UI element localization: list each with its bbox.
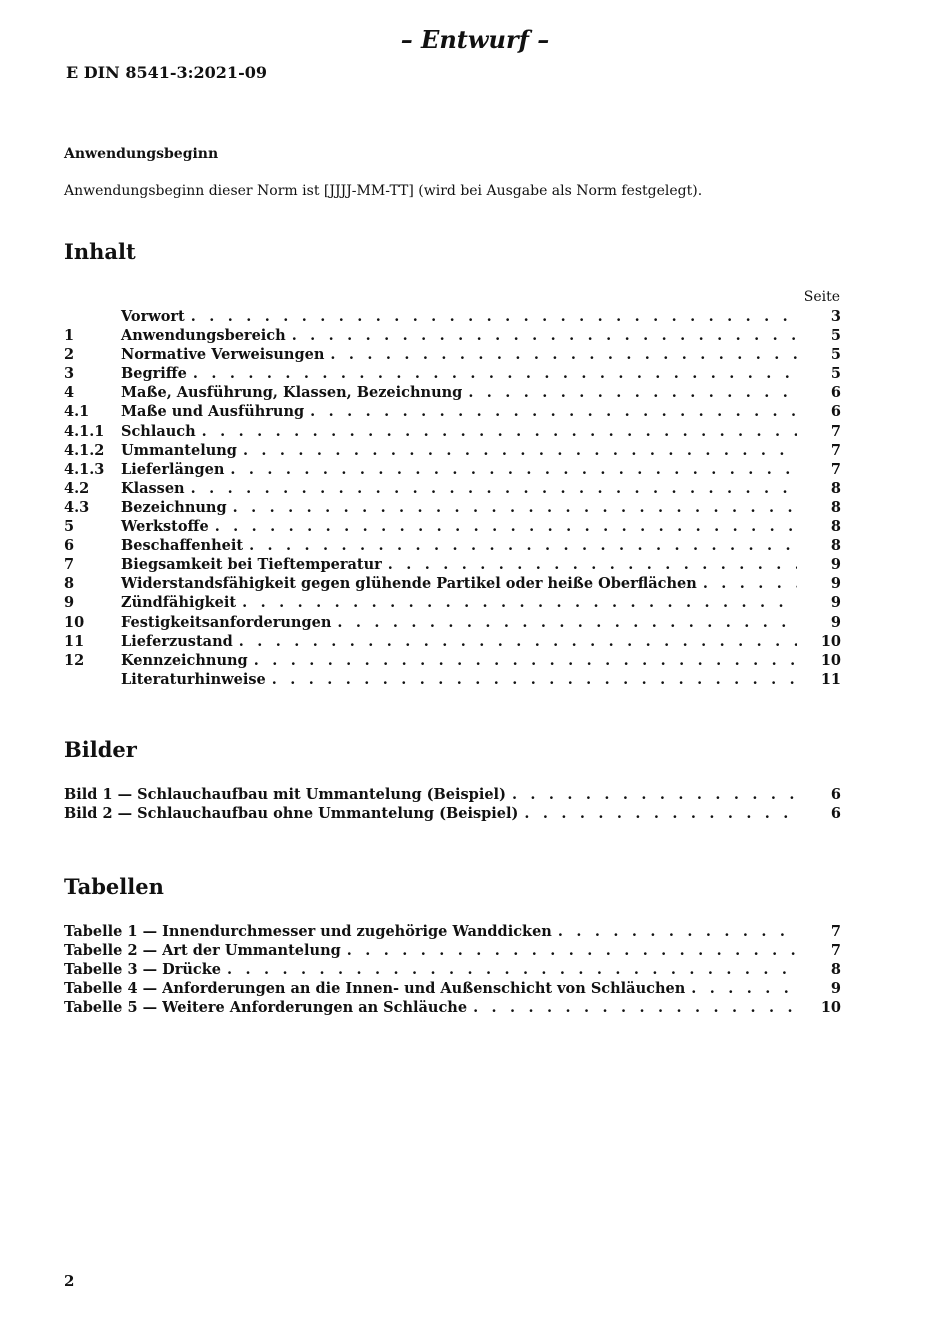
toc-entry-title: Kennzeichnung <box>121 651 248 669</box>
toc-entry-page: 7 <box>830 460 841 478</box>
toc-entry-page: 6 <box>830 384 841 402</box>
toc-entry-number: 4.1.1 <box>64 422 105 440</box>
toc-entry-title: Tabelle 4 — Anforderungen an die Innen- und Außenschicht von Schläuchen <box>64 980 686 998</box>
contents-list <box>64 307 841 689</box>
toc-entry-number: 2 <box>64 346 75 364</box>
toc-entry-page: 6 <box>830 786 841 803</box>
toc-entry-number: 3 <box>64 365 75 383</box>
toc-entry-number: 4.1.3 <box>64 460 105 478</box>
toc-entry[interactable] <box>64 383 841 402</box>
toc-entry-title: Begriffe <box>121 365 187 383</box>
toc-entry[interactable] <box>64 574 841 593</box>
toc-entry-page: 10 <box>820 651 841 669</box>
toc-entry[interactable] <box>64 326 841 345</box>
toc-leader-dots <box>512 785 797 804</box>
toc-entry-title: Klassen <box>121 479 185 497</box>
toc-entry-title: Widerstandsfähigkeit gegen glühende Partikel oder heiße Oberflächen <box>121 575 697 593</box>
draft-label: – Entwurf – <box>400 25 550 54</box>
toc-entry[interactable] <box>64 460 841 479</box>
toc-entry-title: Anwendungsbereich <box>121 327 286 345</box>
toc-entry-title: Festigkeitsanforderungen <box>121 613 332 631</box>
toc-entry-page: 10 <box>820 632 841 650</box>
toc-entry-number: 4.1 <box>64 403 90 421</box>
toc-entry-title: Bezeichnung <box>121 498 227 516</box>
toc-entry-title: Lieferzustand <box>121 632 233 650</box>
toc-entry[interactable] <box>64 941 841 960</box>
toc-entry[interactable] <box>64 307 841 326</box>
toc-entry[interactable] <box>64 402 841 421</box>
toc-entry-title: Werkstoffe <box>121 518 209 536</box>
toc-entry[interactable] <box>64 593 841 612</box>
toc-leader-dots <box>337 613 797 632</box>
toc-leader-dots <box>191 307 797 326</box>
toc-entry-number: 6 <box>64 537 75 555</box>
toc-entry-page: 7 <box>830 422 841 440</box>
toc-entry-title: Maße und Ausführung <box>121 403 305 421</box>
toc-entry[interactable] <box>64 345 841 364</box>
toc-leader-dots <box>388 555 797 574</box>
toc-entry-title: Ummantelung <box>121 441 237 459</box>
toc-entry-number: 4 <box>64 384 75 402</box>
toc-entry[interactable] <box>64 922 841 941</box>
toc-entry[interactable] <box>64 364 841 383</box>
toc-entry[interactable] <box>64 979 841 998</box>
toc-entry-title: Tabelle 3 — Drücke <box>64 961 221 979</box>
page-column-label: Seite <box>803 289 840 305</box>
toc-leader-dots <box>227 960 797 979</box>
toc-entry-title: Vorwort <box>121 308 185 325</box>
toc-entry-number: 8 <box>64 575 75 593</box>
toc-entry-number: 1 <box>64 327 75 345</box>
toc-leader-dots <box>215 517 797 536</box>
toc-entry-page: 11 <box>820 670 841 688</box>
toc-entry[interactable] <box>64 422 841 441</box>
toc-leader-dots <box>191 479 797 498</box>
application-start-heading: Anwendungsbeginn <box>64 146 219 162</box>
toc-entry-page: 10 <box>820 999 841 1017</box>
page-number: 2 <box>64 1272 75 1290</box>
toc-leader-dots <box>691 979 797 998</box>
toc-entry-page: 5 <box>830 365 841 383</box>
toc-entry[interactable] <box>64 536 841 555</box>
toc-entry[interactable] <box>64 517 841 536</box>
toc-entry[interactable] <box>64 441 841 460</box>
toc-entry[interactable] <box>64 998 841 1017</box>
toc-leader-dots <box>193 364 797 383</box>
toc-entry-title: Zündfähigkeit <box>121 594 237 612</box>
toc-leader-dots <box>230 460 797 479</box>
toc-entry[interactable] <box>64 785 841 804</box>
toc-entry-page: 9 <box>830 613 841 631</box>
toc-entry-page: 8 <box>830 537 841 555</box>
toc-entry-number: 12 <box>64 651 85 669</box>
toc-entry-title: Lieferlängen <box>121 460 225 478</box>
toc-entry-page: 3 <box>830 308 841 325</box>
toc-entry[interactable] <box>64 960 841 979</box>
toc-entry[interactable] <box>64 613 841 632</box>
toc-leader-dots <box>242 593 797 612</box>
toc-entry-page: 7 <box>830 441 841 459</box>
toc-entry-page: 9 <box>830 980 841 998</box>
toc-entry-page: 8 <box>830 961 841 979</box>
toc-leader-dots <box>558 922 797 941</box>
toc-leader-dots <box>330 345 797 364</box>
tables-list <box>64 922 841 1017</box>
toc-entry-number: 11 <box>64 632 85 650</box>
toc-entry-page: 9 <box>830 575 841 593</box>
toc-leader-dots <box>347 941 797 960</box>
toc-entry-page: 9 <box>830 594 841 612</box>
tables-heading: Tabellen <box>64 874 164 899</box>
toc-entry-page: 5 <box>830 346 841 364</box>
toc-entry-title: Bild 2 — Schlauchaufbau ohne Ummantelung (Beispiel) <box>64 805 519 823</box>
toc-entry-number: 4.2 <box>64 479 90 497</box>
toc-entry[interactable] <box>64 651 841 670</box>
toc-entry-title: Beschaffenheit <box>121 537 244 555</box>
figures-list <box>64 785 841 823</box>
toc-entry-title: Tabelle 2 — Art der Ummantelung <box>64 942 341 960</box>
toc-entry[interactable] <box>64 498 841 517</box>
toc-entry-number: 9 <box>64 594 75 612</box>
toc-entry-title: Literaturhinweise <box>121 670 266 688</box>
toc-entry-title: Normative Verweisungen <box>121 346 325 364</box>
toc-entry[interactable] <box>64 804 841 823</box>
toc-entry[interactable] <box>64 670 841 689</box>
toc-entry-number: 5 <box>64 518 75 536</box>
document-id: E DIN 8541-3:2021-09 <box>66 63 267 82</box>
toc-entry-title: Maße, Ausführung, Klassen, Bezeichnung <box>121 384 463 402</box>
toc-leader-dots <box>473 998 797 1017</box>
toc-leader-dots <box>524 804 797 823</box>
toc-leader-dots <box>243 441 797 460</box>
toc-entry-page: 7 <box>830 923 841 940</box>
toc-leader-dots <box>254 651 797 670</box>
toc-entry-page: 8 <box>830 479 841 497</box>
toc-entry[interactable] <box>64 632 841 651</box>
toc-leader-dots <box>233 498 797 517</box>
toc-leader-dots <box>292 326 797 345</box>
toc-entry-number: 7 <box>64 556 75 574</box>
toc-entry-page: 7 <box>830 942 841 960</box>
toc-leader-dots <box>468 383 797 402</box>
toc-leader-dots <box>703 574 797 593</box>
application-start-text: Anwendungsbeginn dieser Norm ist [JJJJ-MM-TT] (wird bei Ausgabe als Norm festgelegt). <box>64 183 703 199</box>
toc-entry-page: 6 <box>830 403 841 421</box>
toc-entry-number: 10 <box>64 613 85 631</box>
toc-entry-title: Schlauch <box>121 422 196 440</box>
toc-entry-page: 6 <box>830 805 841 823</box>
toc-entry[interactable] <box>64 555 841 574</box>
figures-heading: Bilder <box>64 737 137 762</box>
toc-entry-page: 5 <box>830 327 841 345</box>
toc-leader-dots <box>202 422 797 441</box>
toc-entry-page: 9 <box>830 556 841 574</box>
toc-leader-dots <box>239 632 797 651</box>
toc-entry-title: Biegsamkeit bei Tieftemperatur <box>121 556 382 574</box>
toc-entry-page: 8 <box>830 518 841 536</box>
toc-entry-number: 4.3 <box>64 498 90 516</box>
toc-entry-title: Bild 1 — Schlauchaufbau mit Ummantelung (Beispiel) <box>64 786 506 803</box>
toc-entry-number: 4.1.2 <box>64 441 105 459</box>
toc-entry[interactable] <box>64 479 841 498</box>
toc-entry-title: Tabelle 5 — Weitere Anforderungen an Schläuche <box>64 999 468 1017</box>
toc-entry-title: Tabelle 1 — Innendurchmesser und zugehörige Wanddicken <box>64 923 552 940</box>
toc-leader-dots <box>310 402 797 421</box>
toc-leader-dots <box>249 536 797 555</box>
toc-leader-dots <box>272 670 797 689</box>
contents-heading: Inhalt <box>64 239 136 264</box>
toc-entry-page: 8 <box>830 498 841 516</box>
